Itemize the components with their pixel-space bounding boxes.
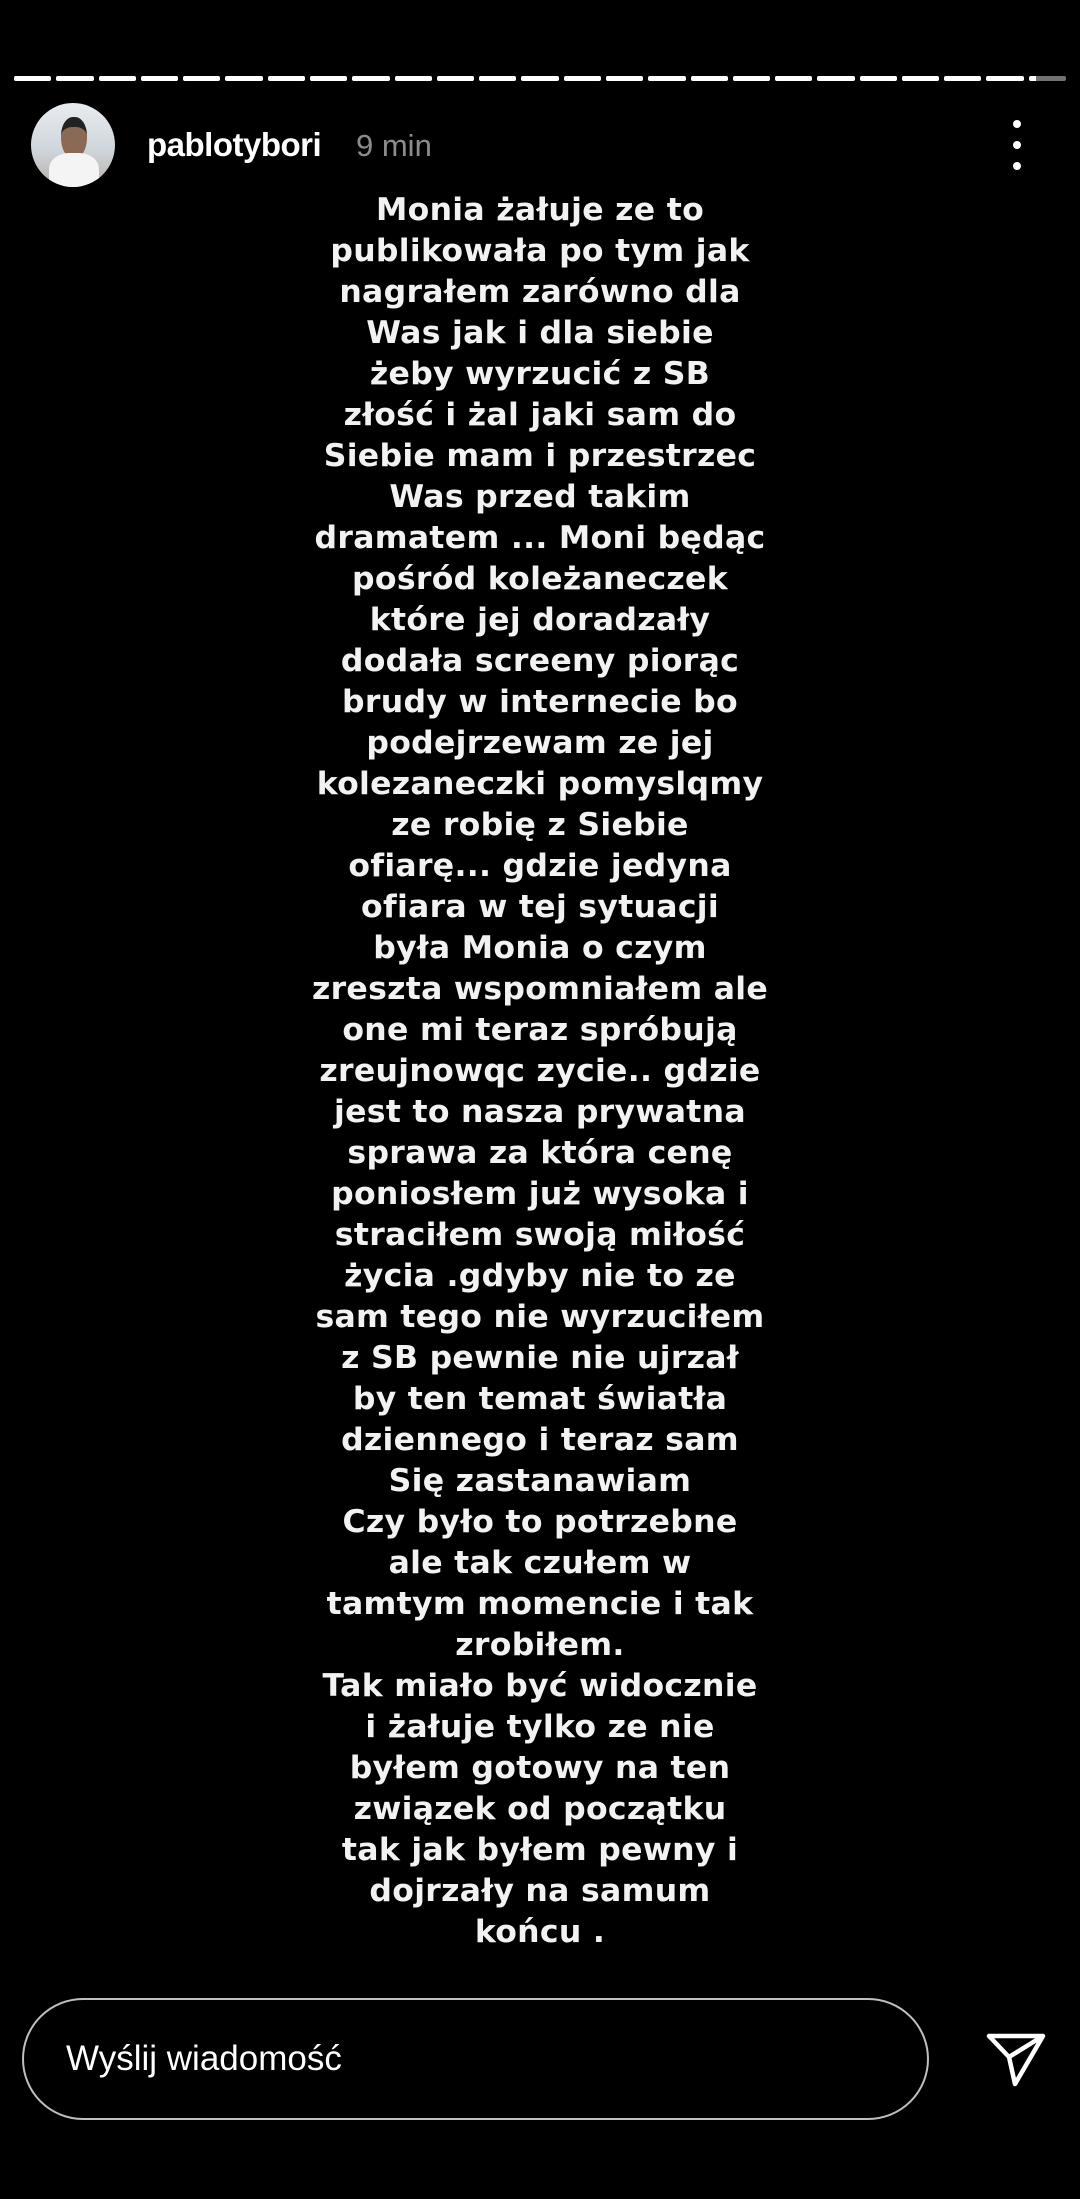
progress-segment-fill	[648, 76, 685, 81]
story-text-line: kolezaneczki pomyslqmy	[316, 766, 764, 802]
story-text-line: pośród koleżaneczek	[352, 561, 728, 597]
progress-segment-fill	[691, 76, 728, 81]
story-text	[0, 190, 1080, 1953]
progress-segment-fill	[817, 76, 854, 81]
progress-segment	[564, 76, 601, 81]
story-text-line: złość i żal jaki sam do	[343, 397, 737, 433]
progress-segment	[986, 76, 1023, 81]
progress-segment	[944, 76, 981, 81]
story-text-line: życia .gdyby nie to ze	[344, 1258, 736, 1294]
progress-segment-fill	[521, 76, 558, 81]
progress-segment-fill	[225, 76, 262, 81]
story-text-line: była Monia o czym	[373, 930, 707, 966]
timestamp: 9 min	[356, 128, 432, 163]
progress-segment-fill	[902, 76, 939, 81]
progress-segment-fill	[944, 76, 981, 81]
progress-segment	[1029, 76, 1066, 81]
story-text-line: dojrzały na samum	[369, 1873, 711, 1909]
progress-segment	[691, 76, 728, 81]
story-text-line: ale tak czułem w	[388, 1545, 692, 1581]
story-text-line: straciłem swoją miłość	[334, 1217, 746, 1253]
progress-segment-fill	[183, 76, 220, 81]
progress-segment-fill	[606, 76, 643, 81]
story-text-line: podejrzewam ze jej	[366, 725, 714, 761]
more-options-icon[interactable]	[1004, 120, 1030, 170]
progress-segment-fill	[1029, 76, 1036, 81]
progress-segment-fill	[986, 76, 1023, 81]
story-text-line: żeby wyrzucić z SB	[369, 356, 711, 392]
story-text-line: ofiara w tej sytuacji	[361, 889, 719, 925]
message-input[interactable]	[64, 2038, 927, 2080]
progress-segment	[606, 76, 643, 81]
progress-segment	[14, 76, 51, 81]
progress-segment-fill	[141, 76, 178, 81]
story-text-line: Siebie mam i przestrzec	[323, 438, 757, 474]
progress-segment	[817, 76, 854, 81]
progress-segment	[268, 76, 305, 81]
story-progress-bar	[14, 76, 1066, 81]
progress-segment	[310, 76, 347, 81]
progress-segment	[141, 76, 178, 81]
story-text-line: które jej doradzały	[369, 602, 711, 638]
story-text-line: jest to nasza prywatna	[334, 1094, 746, 1130]
story-text-line: ofiarę... gdzie jedyna	[348, 848, 732, 884]
story-text-line: Się zastanawiam	[388, 1463, 692, 1499]
progress-segment	[479, 76, 516, 81]
story-text-line: dodała screeny piorąc	[340, 643, 740, 679]
story-text-line: Monia żałuje ze to	[375, 192, 705, 228]
progress-segment-fill	[56, 76, 93, 81]
progress-segment-fill	[860, 76, 897, 81]
story-text-line: zreujnowqc zycie.. gdzie	[319, 1053, 761, 1089]
story-text-line: Was jak i dla siebie	[366, 315, 714, 351]
progress-segment-fill	[733, 76, 770, 81]
progress-segment-fill	[99, 76, 136, 81]
story-text-line: publikowała po tym jak	[330, 233, 750, 269]
story-text-line: końcu .	[474, 1914, 606, 1950]
story-text-line: sprawa za która cenę	[347, 1135, 733, 1171]
progress-segment-fill	[775, 76, 812, 81]
progress-segment	[395, 76, 432, 81]
story-text-line: tak jak byłem pewny i	[341, 1832, 739, 1868]
progress-segment	[902, 76, 939, 81]
progress-segment	[225, 76, 262, 81]
paper-plane-icon[interactable]	[985, 2030, 1047, 2088]
progress-segment	[99, 76, 136, 81]
progress-segment	[775, 76, 812, 81]
story-text-line: dziennego i teraz sam	[341, 1422, 739, 1458]
story-text-line: brudy w internecie bo	[342, 684, 738, 720]
story-text-line: poniosłem już wysoka i	[331, 1176, 749, 1212]
progress-segment-fill	[395, 76, 432, 81]
story-text-line: tamtym momencie i tak	[326, 1586, 754, 1622]
story-text-line: sam tego nie wyrzuciłem	[315, 1299, 765, 1335]
avatar-body	[49, 153, 99, 187]
story-text-line: i żałuje tylko ze nie	[365, 1709, 715, 1745]
story-text-line: byłem gotowy na ten	[349, 1750, 731, 1786]
progress-segment-fill	[479, 76, 516, 81]
progress-segment	[183, 76, 220, 81]
progress-segment	[521, 76, 558, 81]
progress-segment	[352, 76, 389, 81]
story-text-line: zreszta wspomniałem ale	[311, 971, 769, 1007]
progress-segment-fill	[14, 76, 51, 81]
story-text-line: Was przed takim	[389, 479, 691, 515]
story-text-line: dramatem ... Moni będąc	[314, 520, 766, 556]
progress-segment	[860, 76, 897, 81]
progress-segment-fill	[310, 76, 347, 81]
story-text-line: Tak miało być widocznie	[322, 1668, 758, 1704]
progress-segment	[437, 76, 474, 81]
reply-field[interactable]	[22, 1998, 929, 2120]
story-text-line: by ten temat światła	[352, 1381, 728, 1417]
story-text-line: nagrałem zarówno dla	[339, 274, 741, 310]
progress-segment	[733, 76, 770, 81]
progress-segment-fill	[268, 76, 305, 81]
progress-segment-fill	[564, 76, 601, 81]
avatar[interactable]	[31, 103, 115, 187]
story-text-line: związek od początku	[353, 1791, 727, 1827]
story-text-line: zrobiłem.	[455, 1627, 625, 1663]
progress-segment	[648, 76, 685, 81]
story-text-line: Czy było to potrzebne	[342, 1504, 738, 1540]
story-text-line: one mi teraz spróbują	[342, 1012, 738, 1048]
story-text-line: z SB pewnie nie ujrzał	[341, 1340, 739, 1376]
progress-segment	[56, 76, 93, 81]
progress-segment-fill	[437, 76, 474, 81]
username[interactable]: pablotybori	[147, 126, 322, 163]
progress-segment-fill	[352, 76, 389, 81]
story-text-line: ze robię z Siebie	[391, 807, 689, 843]
